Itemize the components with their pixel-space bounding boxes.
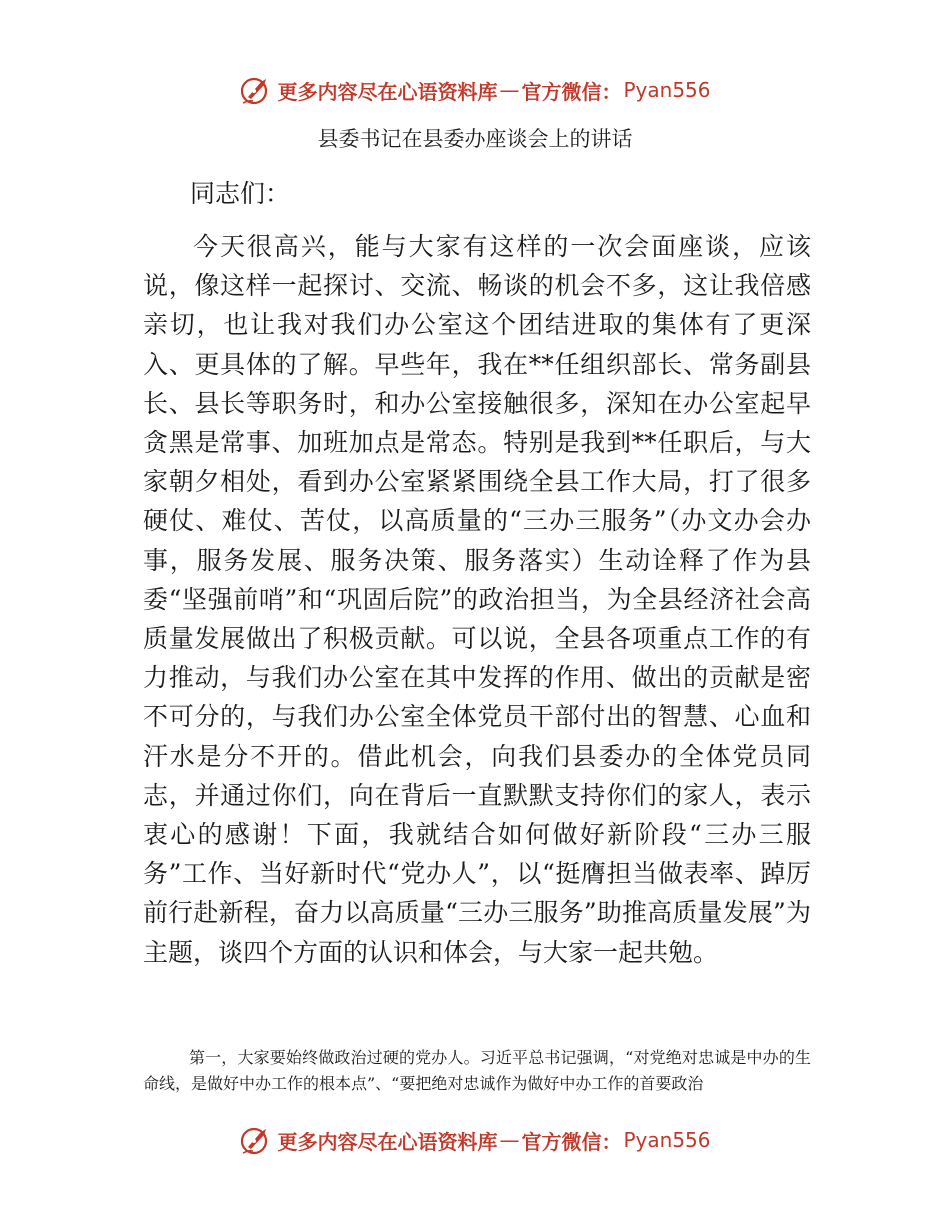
watermark-footer xyxy=(0,1120,950,1160)
salutation: 同志们： xyxy=(190,179,291,208)
pen-nib-logo-icon xyxy=(239,73,273,107)
body-paragraph: 今天很高兴，能与大家有这样的一次会面座谈，应该说，像这样一起探讨、交流、畅谈的机会不多，这让我倍感亲切，也让我对我们办公室这个团结进取的集体有了更深入、更具体的了解。早些年，我在**任组织部长、常务副县长、县长等职务时，和办公室接触很多，深知在办公室起早贪黑是常事、加班加点是常态。特别是我到**任职后，与大家朝夕相处，看到办公室紧紧围绕全县工作大局，打了很多硬仗、难仗、苦仗，以高质量的“三办三服务”（办文办会办事，服务发展、服务决策、服务落实）生动诠释了作为县委“坚强前哨”和“巩固后院”的政治担当，为全县经济社会高质量发展做出了积极贡献。可以说，全县各项重点工作的有力推动，与我们办公室在其中发挥的作用、做出的贡献是密不可分的，与我们办公室全体党员干部付出的智慧、心血和汗水是分不开的。借此机会，向我们县委办的全体党员同志，并通过你们，向在背后一直默默支持你们的家人，表示衷心的感谢！下面，我就结合如何做好新阶段“三办三服务”工作、当好新时代“党办人”，以“挺膺担当做表率、踔厉前行赴新程，奋力以高质量“三办三服务”助推高质量发展”为主题，谈四个方面的认识和体会，与大家一起共勉。 xyxy=(143,232,811,967)
watermark-label: 官方微信： xyxy=(521,1129,622,1154)
watermark-handle: Pyan556 xyxy=(623,1128,711,1152)
watermark-handle: Pyan556 xyxy=(623,78,711,102)
document-title: 县委书记在县委办座谈会上的讲话 xyxy=(317,127,633,151)
pen-nib-logo-icon xyxy=(239,1123,273,1157)
watermark-header xyxy=(0,70,950,110)
watermark-text: 更多内容尽在心语资料库 xyxy=(277,1129,498,1154)
watermark-dash: — xyxy=(499,78,520,102)
watermark-label: 官方微信： xyxy=(521,79,622,104)
watermark-dash: — xyxy=(499,1128,520,1152)
watermark-text: 更多内容尽在心语资料库 xyxy=(277,79,498,104)
section-one-paragraph: 第一，大家要始终做政治过硬的党办人。习近平总书记强调，“对党绝对忠诚是中办的生命线，是做好中办工作的根本点”、“要把绝对忠诚作为做好中办工作的首要政治 xyxy=(143,1048,811,1093)
